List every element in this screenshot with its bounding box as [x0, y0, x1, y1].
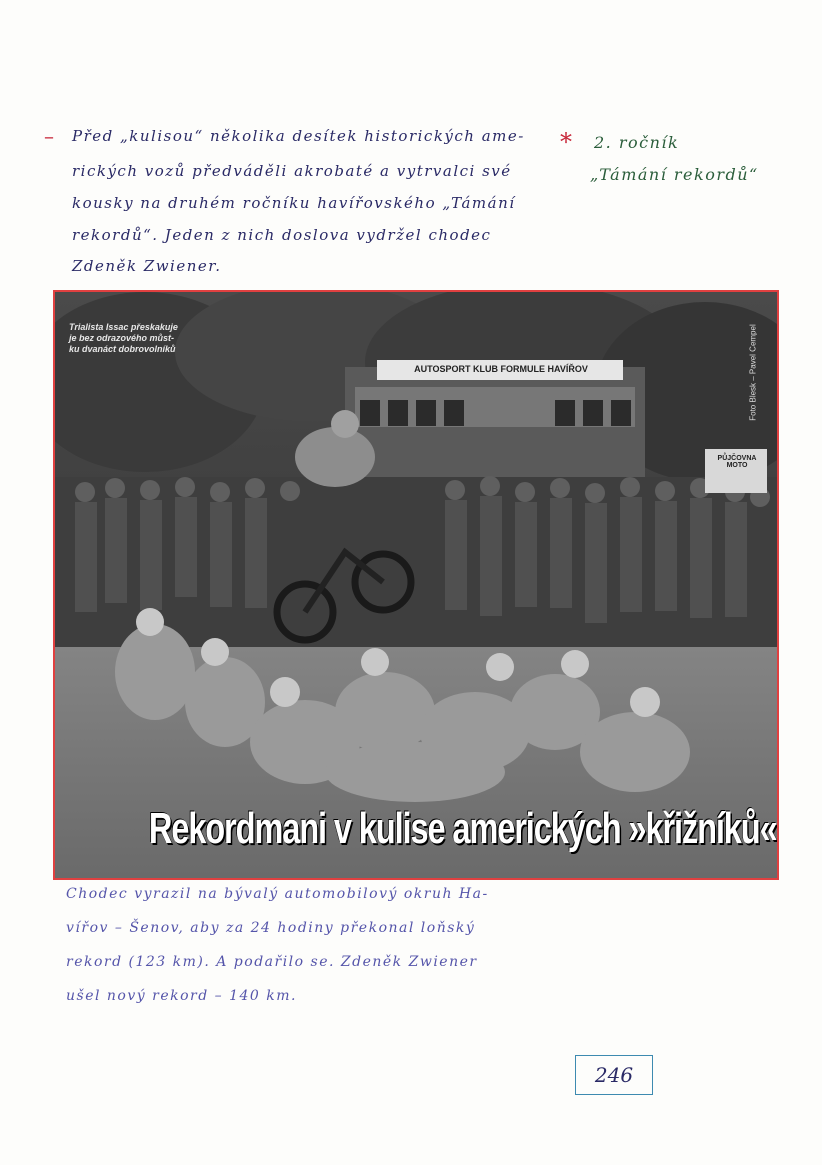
- annotation-line: rekord (123 km). A podařilo se. Zdeněk Zwiener: [66, 954, 478, 970]
- rental-sign: PŮJČOVNA MOTO: [717, 455, 757, 469]
- building-sign: AUTOSPORT KLUB FORMULE HAVÍŘOV: [414, 364, 588, 374]
- side-note-marker: *: [560, 128, 574, 156]
- photo-credit: Foto Blesk – Pavel Cempel: [748, 324, 758, 421]
- annotation-line: kousky na druhém ročníku havířovského „Támání: [72, 194, 516, 212]
- photo-caption-line: ku dvanáct dobrovolníků: [69, 344, 176, 354]
- annotation-line: Zdeněk Zwiener.: [72, 257, 222, 275]
- photo-caption-line: je bez odrazového můst-: [69, 333, 175, 343]
- annotation-line: rekordů“. Jeden z nich doslova vydržel chodec: [72, 226, 492, 244]
- photo-scene: [55, 292, 777, 878]
- annotation-marker: –: [44, 124, 56, 148]
- annotation-line: rických vozů předváděli akrobaté a vytrvalci své: [72, 162, 512, 180]
- photo-credit-box: [735, 314, 771, 434]
- side-note-line: „Támání rekordů“: [590, 165, 759, 184]
- page-number: 246: [575, 1055, 653, 1095]
- annotation-line: vířov – Šenov, aby za 24 hodiny překonal loňský: [66, 920, 476, 936]
- annotation-line: Chodec vyrazil na bývalý automobilový okruh Ha-: [66, 886, 489, 902]
- photo-caption-line: Trialista Issac přeskakuje: [69, 322, 178, 332]
- annotation-line: Před „kulisou“ několika desítek historických ame-: [72, 127, 525, 145]
- photo-caption: [69, 322, 178, 355]
- newspaper-photo: [53, 290, 779, 880]
- annotation-line: ušel nový rekord – 140 km.: [66, 988, 297, 1004]
- side-note-line: 2. ročník: [594, 133, 680, 152]
- article-headline: Rekordmani v kulise amerických »křižníků«: [148, 804, 777, 853]
